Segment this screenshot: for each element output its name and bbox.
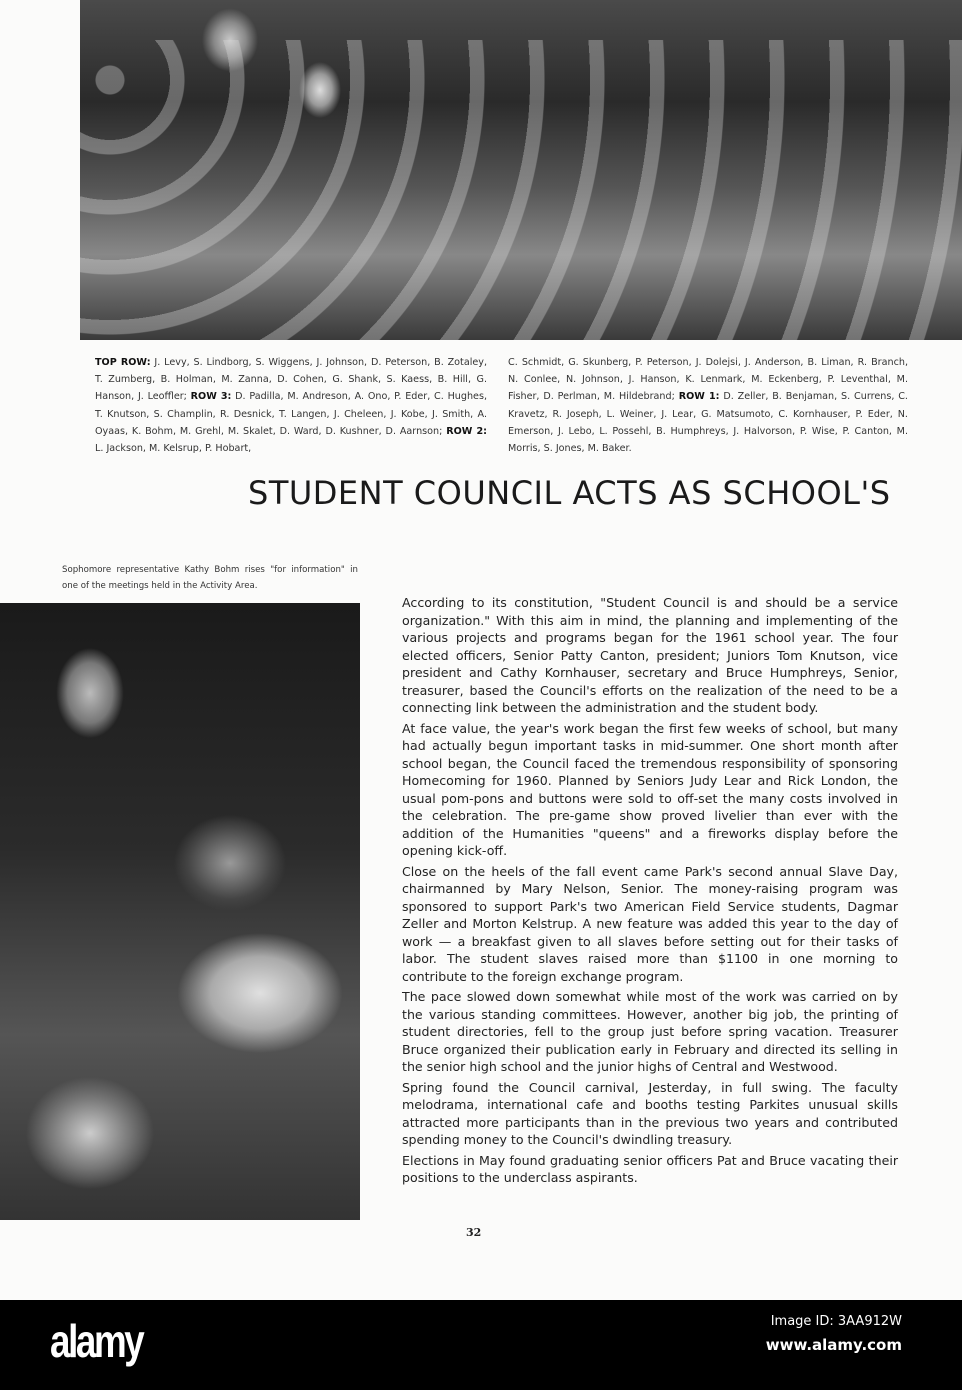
caption-names: J. Levy, S. Lindborg, S. Wiggens, J. Johnson, D. Peterson, B. Zotaley, T. Zumberg, B. Holman, M. Zanna, D. Cohen, G. Shank, S. Kaess, B. Hill, G. Hanson, J. Leoffler; [95,357,487,403]
caption-names: D. Zeller, B. Benjaman, S. Currens, C. Kravetz, R. Joseph, L. Weiner, J. Lear, G. Matsumoto, C. Kornhauser, P. Eder, N. Emerson, J. Lebo, L. Possehl, B. Humphreys, J. Halvorson, P. Wise, P. Canton, M. Morris, S. Jones, M. Baker. [508,391,908,455]
caption-names: L. Jackson, M. Kelsrup, P. Hobart, [95,443,252,455]
alamy-logo: alamy [50,1315,143,1367]
group-caption-right [508,354,908,457]
headline: STUDENT COUNCIL ACTS AS SCHOOL'S [248,474,891,512]
watermark-footer [0,1300,962,1390]
photo-caption: Sophomore representative Kathy Bohm rises "for information" in one of the meetings held in the Activity Area. [62,565,358,591]
caption-row-label: TOP ROW: [95,357,151,368]
caption-row-label: ROW 3: [190,391,232,403]
caption-names: C. Schmidt, G. Skunberg, P. Peterson, J. Dolejsi, J. Anderson, B. Liman, R. Branch, N. Conlee, N. Johnson, J. Hanson, K. Lenmark, M. Eckenberg, P. Leventhal, M. Fisher, D. Perlman, M. Hildebrand; [508,357,908,403]
caption-row-label: ROW 2: [446,425,487,437]
group-caption-left [95,354,487,457]
paragraph: The pace slowed down somewhat while most of the work was carried on by the various standing committees. However, another big job, the printing of student directories, fell to the group just before spring vacation. Treasurer Bruce organized their publication early in February and directed its selling in the senior high school and the junior highs of Central and Westwood. [402,989,898,1074]
meeting-photo [0,603,360,1220]
paragraph: Close on the heels of the fall event came Park's second annual Slave Day, chairmanned by Mary Nelson, Senior. The money-raising program was sponsored to support Park's two American Field Service students, Dagmar Zeller and Morton Kelstrup. A new feature was added this year to the day of work — a breakfast given to all slaves before setting out for their tasks of labor. The student slaves raised more than $1100 in one morning to contribute to the foreign exchange program. [402,863,898,984]
group-photo [80,0,962,340]
page-number: 32 [466,1226,482,1239]
image-id: Image ID: 3AA912W [770,1314,902,1329]
paragraph: Elections in May found graduating senior officers Pat and Bruce vacating their positions to the underclass aspirants. [402,1152,898,1185]
paragraph: Spring found the Council carnival, Jesterday, in full swing. The faculty melodrama, international cafe and booths testing Parkites unusual skills attracted more participants than in the previous two years and contributed spending money to the Council's dwindling treasury. [402,1079,898,1147]
caption-names: D. Padilla, M. Andreson, A. Ono, P. Eder, C. Hughes, T. Knutson, S. Champlin, R. Desnick, T. Langen, J. Cheleen, J. Kobe, J. Smith, A. Oyaas, K. Bohm, M. Grehl, M. Skalet, D. Ward, D. Kushner, D. Aarnson; [95,391,487,437]
site-link[interactable]: www.alamy.com [765,1336,902,1354]
caption-row-label: ROW 1: [678,391,720,403]
paragraph: According to its constitution, "Student Council is and should be a service organization." With this aim in mind, the planning and implementing of the various projects and programs began for the 1961 school year. The four elected officers, Senior Patty Canton, president; Juniors Tom Knutson, vice president and Cathy Kornhauser, secretary and Bruce Humphreys, Senior, treasurer, based the Council's efforts on the realization of the need to be a connecting link between the administration and the student body. [402,595,898,715]
paragraph: At face value, the year's work began the first few weeks of school, but many had actually begun important tasks in mid-summer. One short month after school began, the Council faced the tremendous responsibility of sponsoring Homecoming for 1960. Planned by Seniors Judy Lear and Rick London, the usual pom-pons and buttons were sold to off-set the many costs involved in the celebration. The pre-game show proved livelier than ever with the addition of the Humanities "queens" and a fireworks display before the opening kick-off. [402,720,898,858]
article-body [402,594,898,1190]
